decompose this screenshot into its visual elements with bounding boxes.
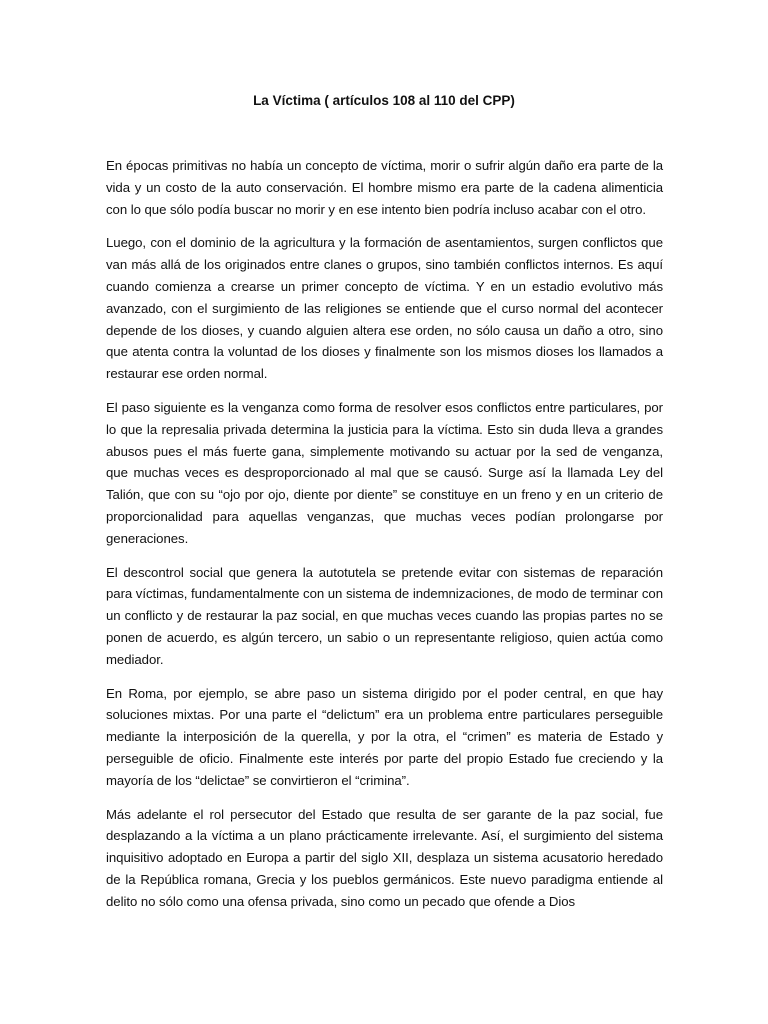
paragraph-4: El descontrol social que genera la autotutela se pretende evitar con sistemas de reparación para víctimas, fundamentalmente con un sistema de indemnizaciones, de modo de terminar con un conflicto y de restaurar la paz social, en que muchas veces cuando las propias partes no se ponen de acuerdo, es algún tercero, un sabio o un representante religioso, quien actúa como mediador. <box>106 564 664 667</box>
document-title: La Víctima ( artículos 108 al 110 del CPP) <box>253 93 515 108</box>
paragraph-3: El paso siguiente es la venganza como forma de resolver esos conflictos entre particulares, por lo que la represalia privada determina la justicia para la víctima. Esto sin duda lleva a grandes abusos pues el más fuerte gana, simplemente motivando su actuar por la sed de venganza, que muchas veces es desproporcionado al mal que se causó. Surge así la llamada Ley del Talión, que con su “ojo por ojo, diente por diente” se constituye en un freno y en un criterio de proporcionalidad para aquellas venganzas, que muchas veces podían prolongarse por generaciones. <box>106 399 663 546</box>
document-body <box>106 155 663 925</box>
paragraph-1: En épocas primitivas no había un concepto de víctima, morir o sufrir algún daño era parte de la vida y un costo de la auto conservación. El hombre mismo era parte de la cadena alimenticia con lo que sólo podía buscar no morir y en ese intento bien podría incluso acabar con el otro. <box>106 158 663 217</box>
paragraph-5: En Roma, por ejemplo, se abre paso un sistema dirigido por el poder central, en que hay soluciones mixtas. Por una parte el “delictum” era un problema entre particulares perseguible mediante la interposición de la querella, y por la otra, el “crimen” es materia de Estado y perseguible de oficio. Finalmente este interés por parte del propio Estado fue creciendo y la mayoría de los “delictae” se convirtieron el “crimina”. <box>106 685 663 788</box>
paragraph-2: Luego, con el dominio de la agricultura y la formación de asentamientos, surgen conflictos que van más allá de los originados entre clanes o grupos, sino también conflictos internos. Es aquí cuando comienza a crearse un primer concepto de víctima. Y en un estadio evolutivo más avanzado, con el surgimiento de las religiones se entiende que el curso normal del acontecer depende de los dioses, y cuando alguien altera ese orden, no sólo causa un daño a otro, sino que atenta contra la voluntad de los dioses y finalmente son los mismos dioses los llamados a restaurar ese orden normal. <box>106 235 663 382</box>
paragraph-6: Más adelante el rol persecutor del Estado que resulta de ser garante de la paz social, fue desplazando a la víctima a un plano prácticamente irrelevante. Así, el surgimiento del sistema inquisitivo adoptado en Europa a partir del siglo XII, desplaza un sistema acusatorio heredado de la República romana, Grecia y los pueblos germánicos. Este nuevo paradigma entiende al delito no sólo como una ofensa privada, sino como un pecado que ofende a Dios <box>106 806 663 909</box>
